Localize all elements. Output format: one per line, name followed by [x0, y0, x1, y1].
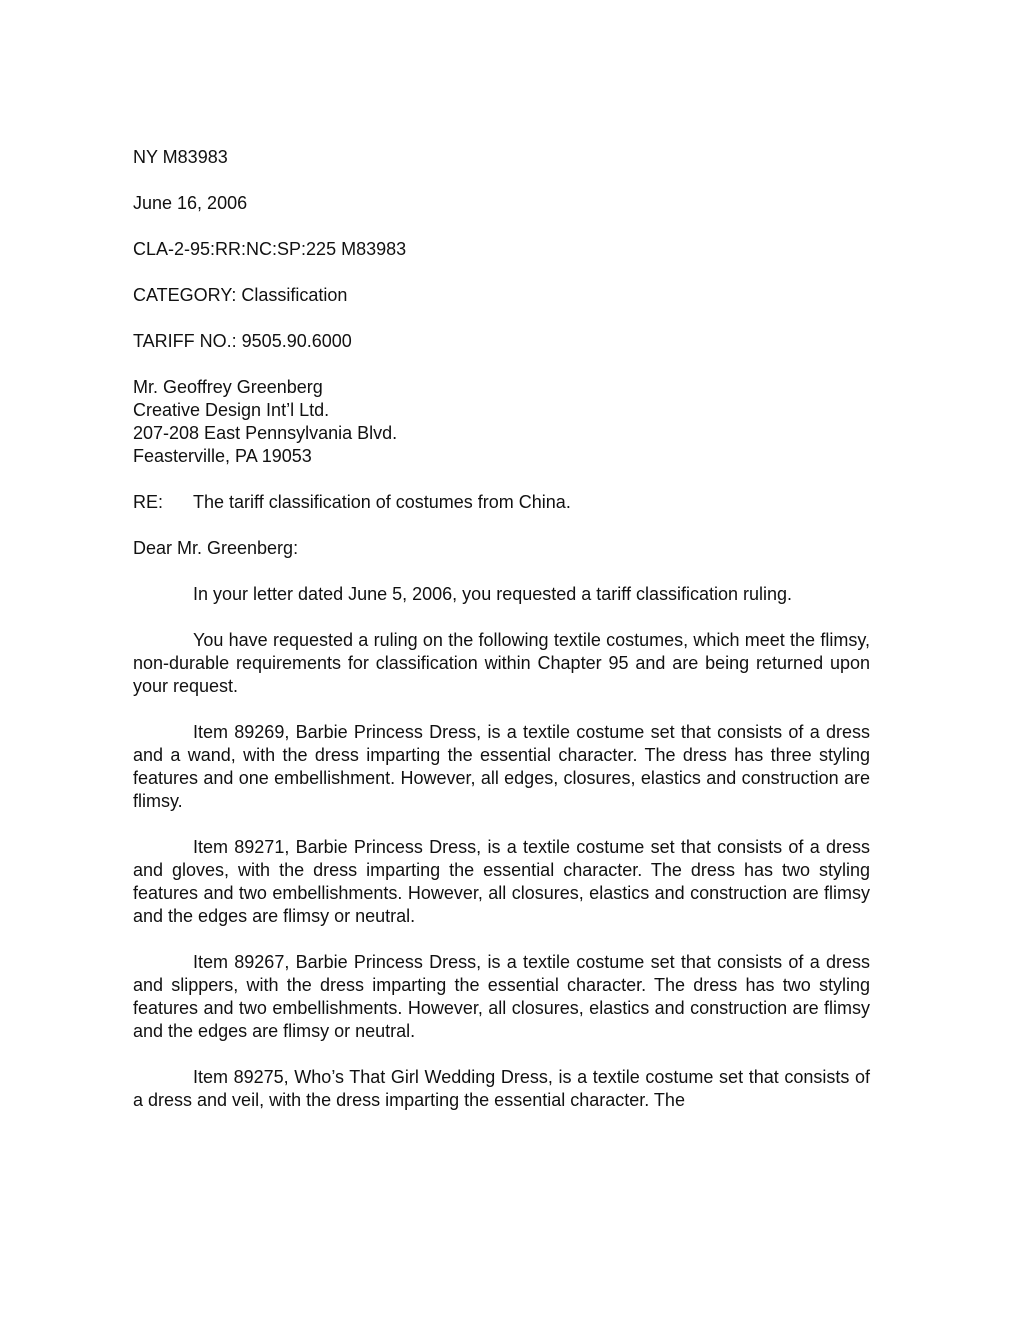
tariff-number: TARIFF NO.: 9505.90.6000: [133, 331, 352, 351]
subject-line: [133, 491, 870, 514]
file-reference: CLA-2-95:RR:NC:SP:225 M83983: [133, 239, 407, 259]
subject-label: RE:: [133, 492, 164, 512]
category-line: CATEGORY: Classification: [133, 285, 348, 305]
body-paragraph: In your letter dated June 5, 2006, you requested a tariff classification ruling.: [193, 584, 793, 604]
body-paragraph: You have requested a ruling on the following textile costumes, which meet the flimsy, non-durable requirements for classification within Chapter 95 and are being returned upon your request.: [133, 630, 870, 696]
recipient-street: 207-208 East Pennsylvania Blvd.: [133, 423, 398, 443]
letter-date: June 16, 2006: [133, 193, 248, 213]
ruling-number: NY M83983: [133, 147, 228, 167]
recipient-address: [133, 376, 870, 468]
body-paragraph: Item 89271, Barbie Princess Dress, is a textile costume set that consists of a dress and gloves, with the dress imparting the essential character. The dress has two styling features and two embellishments. However, all closures, elastics and construction are flimsy and the edges are flimsy or neutral.: [133, 837, 870, 926]
letter-page: [133, 146, 870, 1112]
subject-text: The tariff classification of costumes from China.: [193, 492, 571, 512]
body-paragraph: Item 89275, Who’s That Girl Wedding Dress, is a textile costume set that consists of a dress and veil, with the dress imparting the essential character. The: [133, 1067, 870, 1110]
body-paragraph: Item 89269, Barbie Princess Dress, is a textile costume set that consists of a dress and a wand, with the dress imparting the essential character. The dress has three styling features and one embellishment. However, all edges, closures, elastics and construction are flimsy.: [133, 722, 870, 811]
recipient-company: Creative Design Int’l Ltd.: [133, 400, 330, 420]
recipient-city: Feasterville, PA 19053: [133, 446, 312, 466]
recipient-name: Mr. Geoffrey Greenberg: [133, 377, 323, 397]
salutation: Dear Mr. Greenberg:: [133, 538, 299, 558]
body-paragraph: Item 89267, Barbie Princess Dress, is a textile costume set that consists of a dress and slippers, with the dress imparting the essential character. The dress has two styling features and two embellishments. However, all closures, elastics and construction are flimsy and the edges are flimsy or neutral.: [133, 952, 870, 1041]
